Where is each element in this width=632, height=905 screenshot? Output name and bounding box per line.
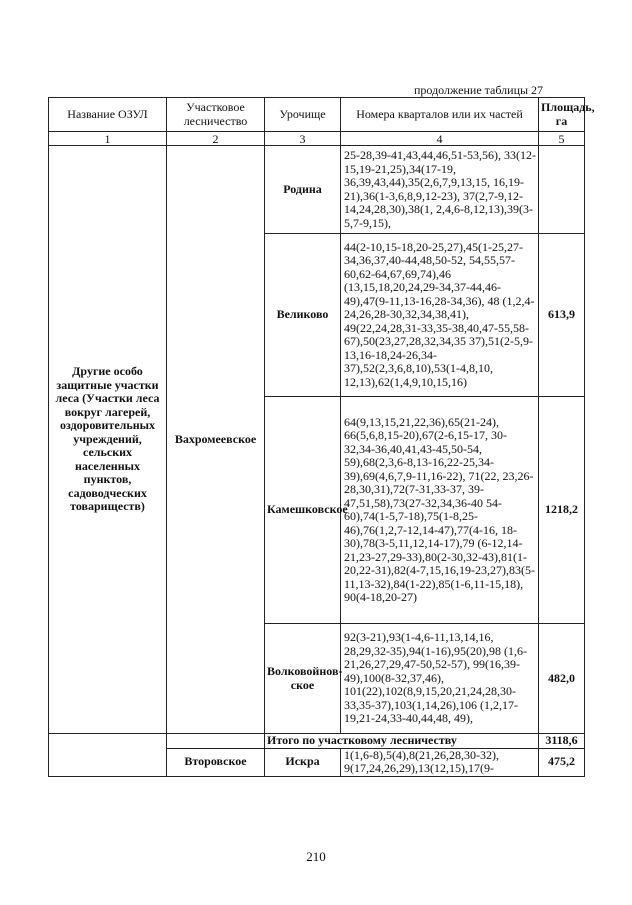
quarters-cell: 1(1,6-8),5(4),8(21,26,28,30-32), 9(17,24,26,29),13(12,15),17(9- [341,748,539,776]
column-number: 2 [167,132,265,146]
table-caption: продолжение таблицы 27 [414,83,544,97]
header-forestry: Участковое лесничество [167,98,265,132]
column-number: 1 [49,132,167,146]
subtotal-label: Итого по участковому лесничеству [265,734,539,749]
area-cell: 1218,2 [539,397,585,624]
tract-name-cell: Родина [265,146,341,234]
column-number: 3 [265,132,341,146]
tract-name-cell: Искра [265,748,341,776]
quarters-cell: 64(9,13,15,21,22,36),65(21-24), 66(5,6,8,15-20),67(2-6,15-17, 30-32,34-36,40,41,43-45,50-54, 59),68(2,3,6-8,13-16,22-25,34-39),69(4,6,7,9-11,16-22), 71(22, 23,26-28,30,31),72(7-31,33-37, 39-47,51,58),73(27-32,34,36-40 54-60),74(1-5,7-18),75(1-8,25-46),76(1,2,7-12,14-47),77(4-16, 18-30),78(3-5,11,12,14-17),79 (6-12,14-21,23-27,29-33),80(2-30,32-43),81(1-20,22-31),82(4-7,15,16,19-23,27),83(5-11,13-32),84(1-22),85(1-6,11-15,18), 90(4-18,20-27) [341,397,539,624]
column-number: 5 [539,132,585,146]
subtotal-value: 3118,6 [539,734,585,749]
header-area: Площадь, га [539,98,585,132]
header-ozul-name: Название ОЗУЛ [49,98,167,132]
area-cell: 613,9 [539,234,585,397]
forestry-name-cell: Второвское [167,748,265,776]
quarters-cell: 44(2-10,15-18,20-25,27),45(1-25,27-34,36,37,40-44,48,50-52, 54,55,57-60,62-64,67,69,74),46 (13,15,18,20,24,29-34,37-44,46-49),47(9-11,13-16,28-34,36), 48 (1,2,4-24,26,28-30,32,34,38,41), 49(22,24,28,31-33,35-38,40,47-55,58-67),50(23,27,28,32,34,35 37),51(2-5,9-13,16-18,24-26,34-37),52(2,3,6,8,10),53(1-4,8,10, 12,13),62(1,4,9,10,15,16) [341,234,539,397]
area-cell: 475,2 [539,748,585,776]
page-number: 210 [306,849,326,864]
area-cell [539,146,585,234]
ozul-name-cell: Другие особо защитные участки леса (Участки леса вокруг лагерей, оздоровительных учреждений, сельских населенных пунктов, садоводческих товариществ) [49,146,167,734]
forestry-name-cell: Вахромеевское [167,146,265,734]
tract-name-cell: Великово [265,234,341,397]
area-cell: 482,0 [539,624,585,734]
header-quarters: Номера кварталов или их частей [341,98,539,132]
column-number: 4 [341,132,539,146]
header-tract: Урочище [265,98,341,132]
quarters-cell: 25-28,39-41,43,44,46,51-53,56), 33(12-15,19-21,25),34(17-19, 36,39,43,44),35(2,6,7,9,13,15, 16,19-21),36(1-3,6,8,9,12-23), 37(2,7-9,12-14,24,28,30),38(1, 2,4,6-8,12,13),39(3-5,7-9,15), [341,146,539,234]
forest-table [48,97,595,777]
tract-name-cell: Волковойнов-ское [265,624,341,734]
quarters-cell: 92(3-21),93(1-4,6-11,13,14,16, 28,29,32-35),94(1-16),95(20),98 (1,6-21,26,27,29,47-50,52-57), 99(16,39-49),100(8-32,37,46), 101(22),102(8,9,15,20,21,24,28,30-33,35-37),103(1,14,26),106 (1,2,17-19,21-24,33-40,44,48, 49), [341,624,539,734]
tract-name-cell: Камешковское [265,397,341,624]
